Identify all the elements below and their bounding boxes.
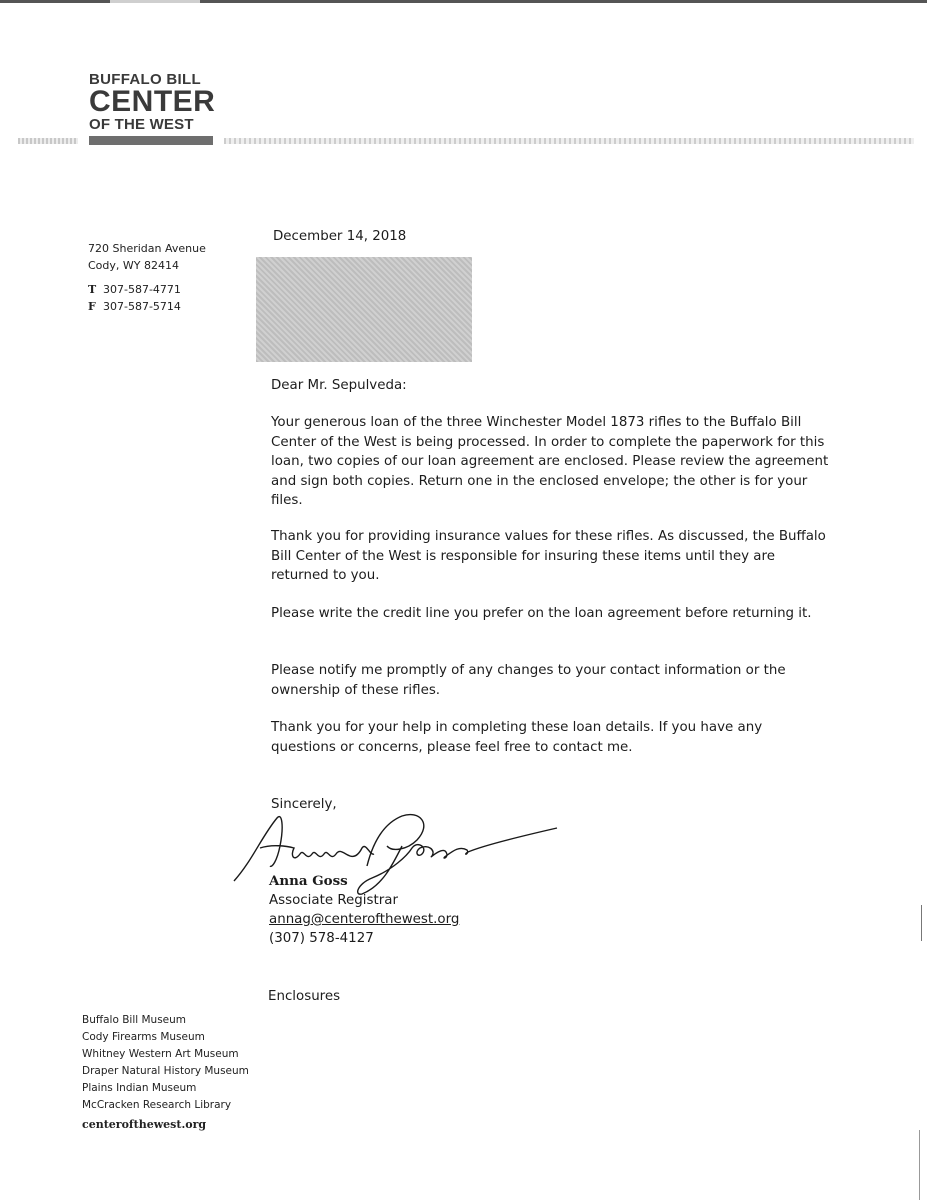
salutation: Dear Mr. Sepulveda: <box>271 378 407 393</box>
letter-date: December 14, 2018 <box>273 229 407 244</box>
signer-phone: (307) 578-4127 <box>269 931 374 946</box>
paragraph-4: Please notify me promptly of any changes to your contact information or the ownership of these rifles. <box>271 663 786 698</box>
signer-title: Associate Registrar <box>269 893 398 908</box>
sender-city: Cody, WY 82414 <box>88 259 179 272</box>
website-link[interactable]: centerofthewest.org <box>82 1118 207 1131</box>
museum-item: McCracken Research Library <box>82 1099 232 1111</box>
paragraph-5: Thank you for your help in completing these loan details. If you have any questions or concerns, please feel free to contact me. <box>271 720 763 755</box>
museum-item: Plains Indian Museum <box>82 1082 197 1094</box>
logo-line-2: CENTER <box>89 85 216 118</box>
museum-item: Whitney Western Art Museum <box>82 1048 239 1060</box>
phone-label: T <box>88 283 97 296</box>
logo-line-3: OF THE WEST <box>89 116 194 133</box>
redacted-recipient-address <box>256 257 472 362</box>
sender-phone-row <box>88 281 181 298</box>
sender-contact <box>88 281 181 315</box>
museum-item: Draper Natural History Museum <box>82 1065 249 1077</box>
enclosures-note: Enclosures <box>268 989 341 1004</box>
paragraph-3: Please write the credit line you prefer on the loan agreement before returning it. <box>271 606 812 621</box>
header-rule-left <box>18 138 78 144</box>
museum-item: Buffalo Bill Museum <box>82 1014 187 1026</box>
signer-email-link[interactable]: annag@centerofthewest.org <box>269 912 460 927</box>
logo <box>89 72 219 134</box>
museum-item: Cody Firearms Museum <box>82 1031 205 1043</box>
sender-fax-row <box>88 298 181 315</box>
logo-line-1: BUFFALO BILL <box>89 71 201 88</box>
paragraph-2: Thank you for providing insurance values for these rifles. As discussed, the Buffalo Bill Center of the West is responsible for insuring these items until they are returned to you. <box>271 529 826 583</box>
sender-address <box>88 240 206 274</box>
closing: Sincerely, <box>271 797 337 812</box>
paragraph-1: Your generous loan of the three Winchester Model 1873 rifles to the Buffalo Bill Center of the West is being processed. In order to complete the paperwork for this loan, two copies of our loan agreement are enclosed. Please review the agreement and sign both copies. Return one in the enclosed envelope; the other is for your files. <box>271 415 829 508</box>
logo-bar <box>89 136 213 145</box>
scan-edge-mark <box>921 905 922 941</box>
sender-fax: 307-587-5714 <box>103 300 181 313</box>
fax-label: F <box>88 300 96 313</box>
sender-phone: 307-587-4771 <box>103 283 181 296</box>
page-top-edge-gap <box>110 0 200 3</box>
museum-list <box>82 1012 249 1114</box>
signer-name: Anna Goss <box>269 873 348 889</box>
header-rule-right <box>224 138 914 144</box>
scan-edge-mark <box>919 1130 920 1200</box>
sender-street: 720 Sheridan Avenue <box>88 242 206 255</box>
